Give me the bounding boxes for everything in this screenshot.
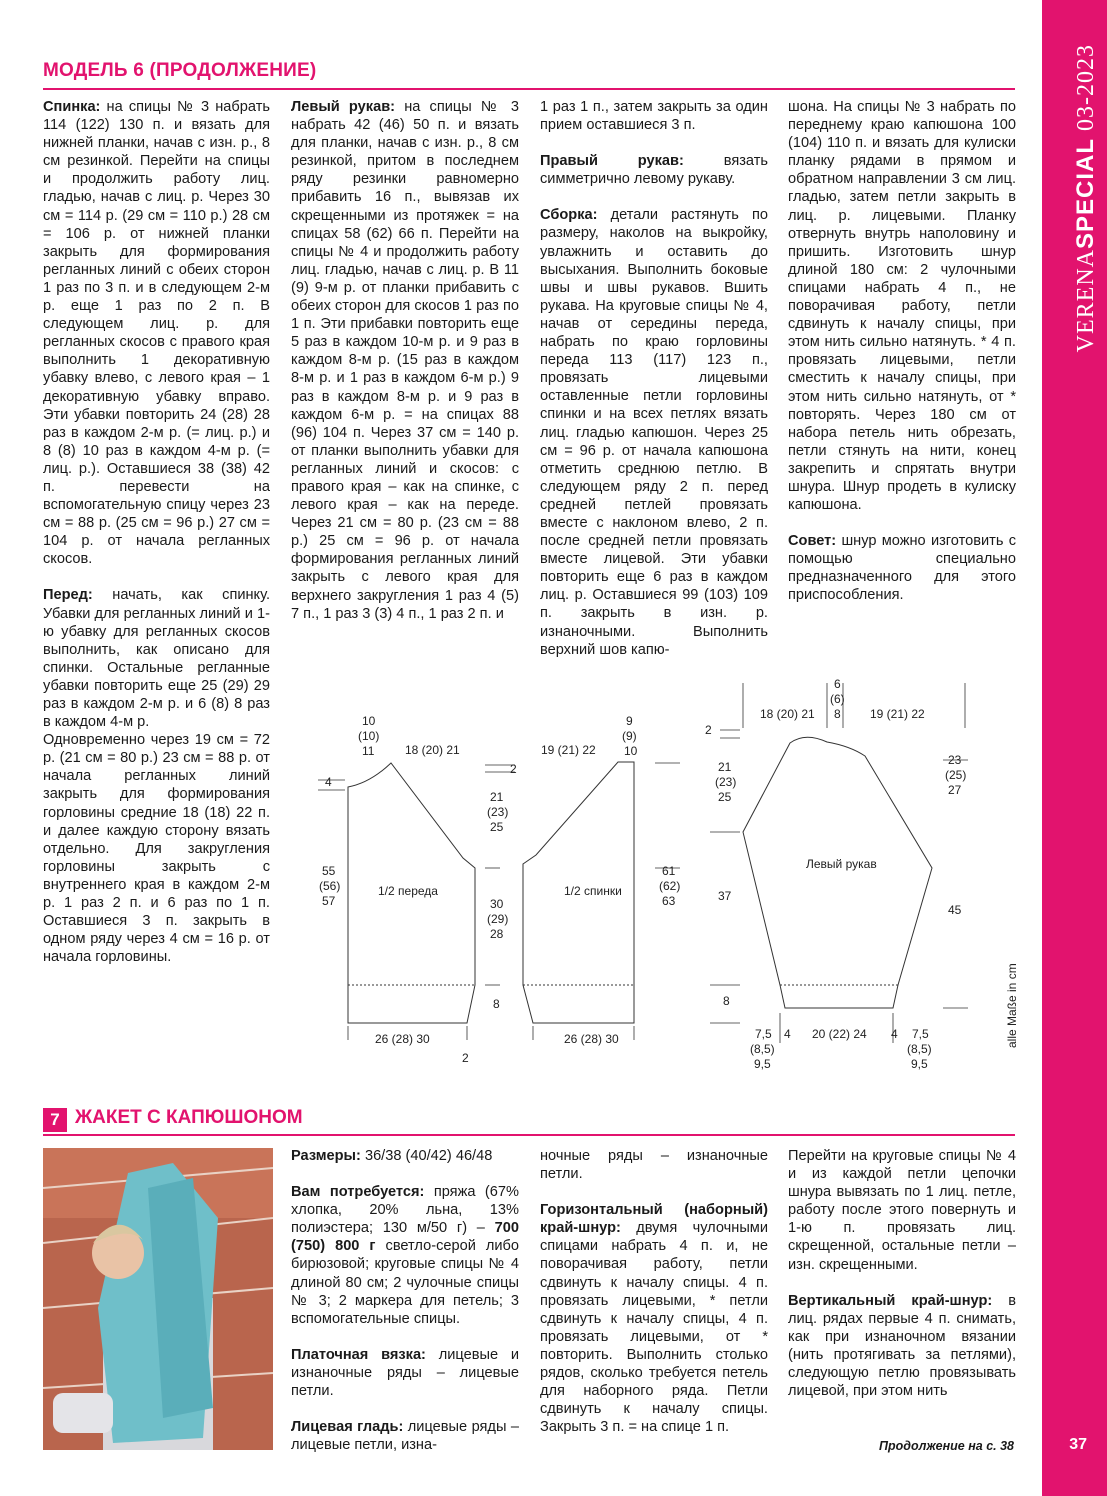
label-sleeve: Левый рукав <box>806 857 877 871</box>
dim-text: 19 (21) 22 <box>541 743 596 757</box>
dim-text: 4 <box>784 1027 791 1041</box>
dim-text: 23 <box>948 753 962 767</box>
magazine-brand: VERENASPECIAL 03-2023 <box>1072 44 1099 353</box>
dim-text: 28 <box>490 927 504 941</box>
dim-text: (23) <box>715 775 737 789</box>
section-rule <box>43 88 1015 90</box>
label-front: 1/2 переда <box>378 884 438 898</box>
dim-text: (23) <box>487 805 509 819</box>
dim-text: 20 (22) 24 <box>812 1027 867 1041</box>
paragraph-sleeve-end: 1 раз 1 п., затем закрыть за один прием оставшиеся 3 п. <box>540 99 768 134</box>
paragraph-front: Перед: начать, как спинку. Убавки для регланных линий и 1-ю убавку для регланных скосов выполнить, как описано для спинки. Остальные регланные убавки повторить еще 25 (29) 29 раз в каждом 2-м р. и 6 (8) 8 раз в каждом 4-м р. <box>43 587 270 731</box>
dim-text: (8,5) <box>750 1042 775 1056</box>
sleeve-piece-outline <box>743 737 932 1008</box>
dim-text: 10 <box>624 744 638 758</box>
dim-text: 9,5 <box>911 1057 928 1071</box>
paragraph-icord-edge: Вертикальный край-шнур: в лиц. рядах первые 4 п. снимать, как при изнаночном вязании (нить протягивать за петлями), следующую петлю провязывать лицевой, при этом нить <box>788 1292 1016 1400</box>
dim-text: 45 <box>948 903 962 917</box>
dim-text: (29) <box>487 912 509 926</box>
dim-text: 2 <box>510 762 517 776</box>
dim-text: 63 <box>662 894 676 908</box>
section-number: 7 <box>43 1108 67 1132</box>
dim-text: (62) <box>659 879 681 893</box>
dim-text: (10) <box>358 729 380 743</box>
paragraph-tip: Совет: шнур можно изготовить с помощью специально предназначенного для этого приспособления. <box>788 533 1016 604</box>
section-title: ЖАКЕТ С КАПЮШОНОМ <box>75 1107 303 1128</box>
magazine-sidebar <box>1042 0 1107 1496</box>
dim-text: 57 <box>322 894 336 908</box>
dim-text: 27 <box>948 783 962 797</box>
units-note: alle Maße in cm <box>1005 963 1019 1048</box>
dim-text: 61 <box>662 864 676 878</box>
dim-text: 8 <box>834 707 841 721</box>
dim-text: 7,5 <box>912 1027 929 1041</box>
paragraph-hood: шона. На спицы № 3 набрать по переднему краю капюшона 100 (104) 110 п. и вязать для кулиски планку рядами в прямом и обратном направлении 3 см лиц. гладью, затем петли закрыть в лиц. р. лицевыми. Планку отвернуть внутрь наполовину и пришить. Изготовить шнур длиной 180 см: 2 чулочными спицами набрать 4 п., не поворачивая работу, петли сдвинуть к началу спицы, при этом нить сильно натянуть. * 4 п. провязать лицевыми, петли сместить к началу спицы, при этом нить сильно натянуть, от * повторять. Через 180 см от набора петель нить обрезать, петли стянуть на нити, конец закрепить и спрятать внутри шнура. Шнур продеть в кулиску капюшона. <box>788 99 1016 514</box>
dim-text: 18 (20) 21 <box>405 743 460 757</box>
dim-text: 18 (20) 21 <box>760 707 815 721</box>
continued-note: Продолжение на с. 38 <box>879 1439 1014 1453</box>
dim-text: 9 <box>626 714 633 728</box>
dim-text: 11 <box>362 744 375 758</box>
dim-text: 26 (28) 30 <box>375 1032 430 1046</box>
dim-text: 10 <box>362 714 376 728</box>
text-column-s7-1 <box>291 1147 519 1472</box>
dim-text: 30 <box>490 897 504 911</box>
dim-text: (6) <box>830 692 845 706</box>
paragraph-back: Спинка: на спицы № 3 набрать 114 (122) 130 п. и вязать для нижней планки, начав с изн. р., 8 см резинкой. Перейти на спицы и продолжить работу лиц. гладью, начав с лиц. р. Через 30 см = 114 р. (29 см = 110 р.) 28 см = 106 р. от нижней планки закрыть для формирования регланных линий с обеих сторон 1 раз по 3 п. и в следующем 2-м р. еще 1 раз по 2 п. В следующем лиц. р. для регланных скосов с правого края выполнить 1 декоративную убавку влево, с левого края – 1 декоративную убавку вправо. Эти убавки повторить 24 (28) 28 раз в каждом 2-м р. (= лиц. р.) и 8 (8) 10 раз в каждом 4-м р. (= лиц. р.). Оставшиеся 38 (38) 42 п. перевести на вспомогательную спицу через 23 см = 88 р. (25 см = 96 р.) 27 см = 104 р. от начала регланных скосов. <box>43 99 270 568</box>
pattern-schematic <box>300 668 1030 1088</box>
dim-text: 8 <box>493 997 500 1011</box>
section-title: МОДЕЛЬ 6 (ПРОДОЛЖЕНИЕ) <box>43 60 317 81</box>
page-number: 37 <box>1069 1436 1087 1453</box>
dim-text: 26 (28) 30 <box>564 1032 619 1046</box>
dim-text: 21 <box>718 760 732 774</box>
text-column-1 <box>43 98 270 984</box>
paragraph-icord-cast: Горизонтальный (наборный) край-шнур: двумя чулочными спицами набрать 4 п. и, не поворачивая работу, петли сдвинуть к началу спицы. 4 п. провязать лицевыми, * петли сдвинуть к началу спицы, 4 п. провязать лицевыми, от * повторить. Выполнить столько рядов, сколько требуется петель для наборного ряда. Петли сдвинуть к началу спицы. Закрыть 3 п. = на спице 1 п. <box>540 1202 768 1436</box>
paragraph-left-sleeve: Левый рукав: на спицы № 3 набрать 42 (46) 50 п. и вязать для планки, начав с изн. р., 8 см резинкой, притом в последнем ряду резинки равномерно прибавить 16 п., вывязав их скрещенными из протяжек = на спицах 58 (62) 66 п. Перейти на спицы № 4 и продолжить работу лиц. гладью, начав с лиц. р. В 11 (9) 9-м р. от планки прибавить с обеих сторон для скосов 1 раз по 1 п. Эти прибавки повторить еще 5 раз в каждом 10-м р. и 9 раз в каждом 8-м р. (15 раз в каждом 8-м р. и 1 раз в каждом 6-м р.) 9 раз в каждом 8-м р. и 9 раз в каждом 6-м р. = на спицах 88 (96) 104 п. Через 37 см = 140 р. от планки выполнить убавки для регланных линий и скосов: с правого края – как на спинке, с левого края – как на переде. Через 21 см = 80 р. (23 см = 88 р.) 25 см = 96 р. от начала формирования регланных линий закрыть с левого края для верхнего закругления 1 раз 4 (5) 7 п., 1 раз 3 (3) 4 п., 1 раз 2 п. и <box>291 99 519 622</box>
paragraph-sizes: Размеры: 36/38 (40/42) 46/48 <box>291 1148 493 1164</box>
paragraph-neckline: Одновременно через 19 см = 72 р. (21 см = 80 р.) 23 см = 88 р. от начала регланных линий закрыть для формирования горловины средние 18 (18) 22 п. и далее каждую сторону вязать отдельно. Для закругления горловины закрыть с внутреннего края в каждом 2-м р. 1 раз 2 п. и 6 раз по 1 п. Оставшиеся 3 п. закрыть в одном ряду через 4 см = 16 р. от начала горловины. <box>43 732 270 966</box>
dim-text: 25 <box>718 790 732 804</box>
dim-text: (9) <box>622 729 637 743</box>
dim-text: 4 <box>891 1027 898 1041</box>
dim-text: 8 <box>723 994 730 1008</box>
paragraph-purl-rows: ночные ряды – изнаночные петли. <box>540 1148 768 1183</box>
section-rule <box>43 1134 1015 1136</box>
dim-text: 19 (21) 22 <box>870 707 925 721</box>
paragraph-garter: Платочная вязка: лицевые и изнаночные ряды – лицевые петли. <box>291 1346 519 1400</box>
dim-text: 2 <box>705 723 712 737</box>
dim-text: 25 <box>490 820 504 834</box>
text-column-3 <box>540 98 768 677</box>
dim-text: 7,5 <box>755 1027 772 1041</box>
text-column-s7-3 <box>788 1147 1016 1418</box>
model-photo <box>43 1148 273 1450</box>
paragraph-circular: Перейти на круговые спицы № 4 и из каждой петли цепочки шнура вывязать по 1 лиц. петле, работу после этого повернуть и 1-ю п. провязать лиц. скрещенной, остальные петли – изн. скрещенными. <box>788 1148 1016 1273</box>
dim-text: (25) <box>945 768 967 782</box>
label-back: 1/2 спинки <box>564 884 622 898</box>
text-column-4 <box>788 98 1016 623</box>
dim-text: 21 <box>490 790 504 804</box>
dim-text: 55 <box>322 864 336 878</box>
dim-text: (56) <box>319 879 341 893</box>
paragraph-assembly: Сборка: детали растянуть по размеру, наколов на выкройку, увлажнить и оставить до высыхания. Выполнить боковые швы и швы рукавов. Вшить рукава. На круговые спицы № 4, начав от середины переда, набрать по краю горловины переда 113 (117) 123 п., провязать лицевыми оставленные петли горловины спинки и на всех петлях вязать лиц. гладью капюшон. Через 25 см = 96 р. от начала капюшона отметить среднюю петлю. В следующем ряду 2 п. перед средней петлей провязать вместе с наклоном влево, 2 п. после средней петли провязать вместе лицевой. Эти убавки повторить еще 6 раз в каждом лиц. р. Оставшиеся 99 (103) 109 п. закрыть в изн. р. изнаночными. Выполнить верхний шов капю- <box>540 207 768 658</box>
paragraph-right-sleeve: Правый рукав: вязать симметрично левому рукаву. <box>540 153 768 188</box>
dim-text: 37 <box>718 889 732 903</box>
dim-text: 9,5 <box>754 1057 771 1071</box>
paragraph-stockinette: Лицевая гладь: лицевые ряды – лицевые петли, изна- <box>291 1419 519 1454</box>
text-column-2 <box>291 98 519 641</box>
dim-text: 4 <box>325 775 332 789</box>
dim-text: 2 <box>462 1051 469 1065</box>
paragraph-materials: Вам потребуется: пряжа (67% хлопка, 20% льна, 13% полиэстера; 130 м/50 г) – 700 (750) 800 г светло-серой либо бирюзовой; круговые спицы № 4 длиной 80 см; 2 чулочные спицы № 3; 2 маркера для петель; 3 вспомогательные спицы. <box>291 1184 520 1327</box>
dim-text: 6 <box>834 677 841 691</box>
text-column-s7-2 <box>540 1147 768 1454</box>
dim-text: (8,5) <box>907 1042 932 1056</box>
